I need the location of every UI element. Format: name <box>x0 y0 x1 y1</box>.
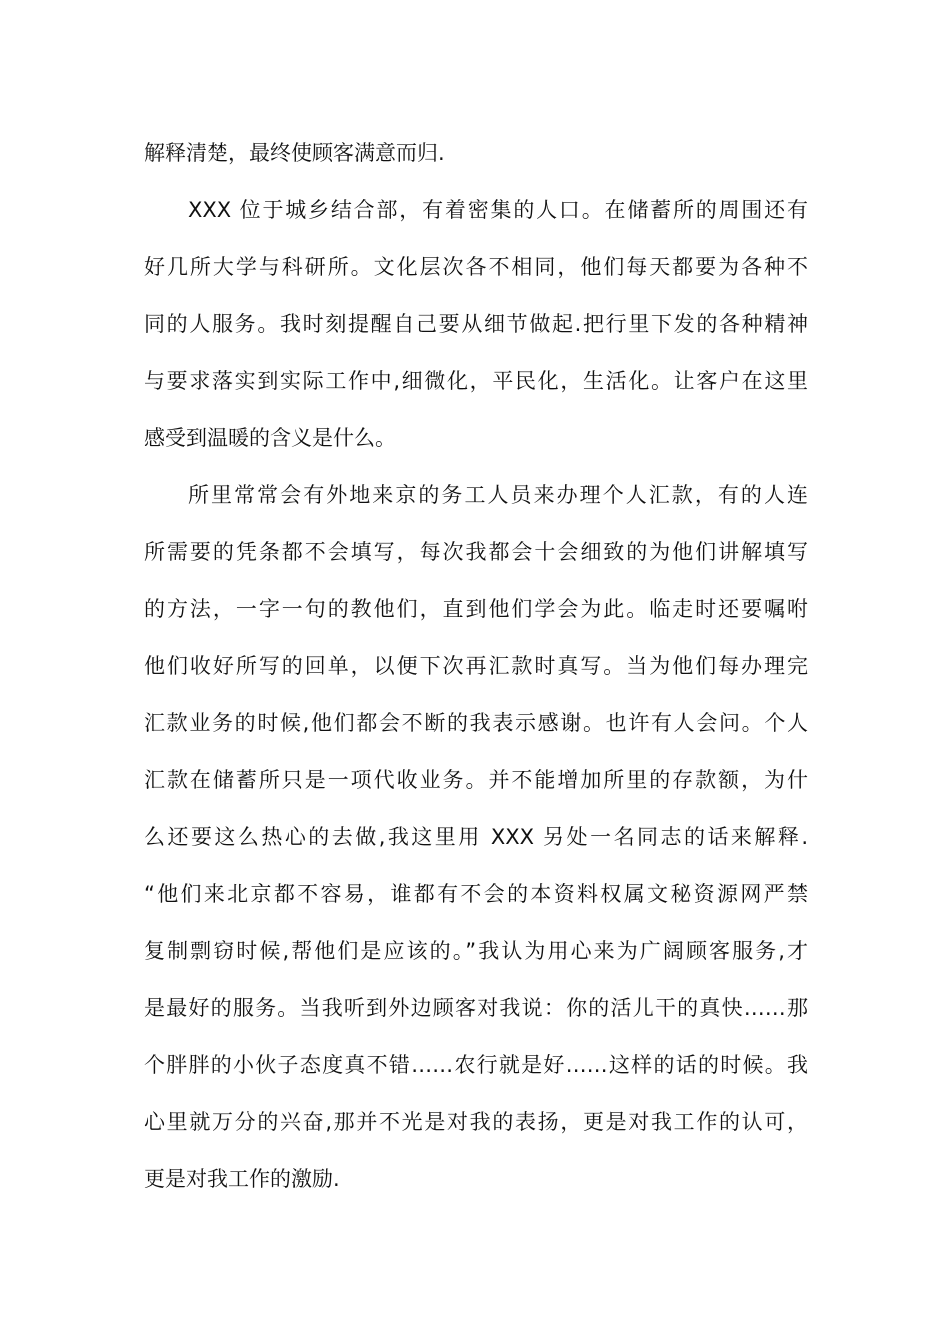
text-line: 所需要的凭条都不会填写，每次我都会十会细致的为他们讲解填写 <box>144 540 808 564</box>
text-line: 个胖胖的小伙子态度真不错……农行就是好……这样的话的时候。我 <box>144 1053 808 1077</box>
text-line: 汇款在储蓄所只是一项代收业务。并不能增加所里的存款额，为什 <box>144 768 808 792</box>
text-line: 与要求落实到实际工作中,细微化，平民化，生活化。让客户在这里 <box>144 369 808 393</box>
text-line: 感受到温暖的含义是什么。 <box>144 426 396 450</box>
text-line: 解释清楚，最终使顾客满意而归. <box>144 141 445 165</box>
text-line: XXX 位于城乡结合部，有着密集的人口。在储蓄所的周围还有 <box>188 198 808 222</box>
text-line: 么还要这么热心的去做,我这里用 XXX 另处一名同志的话来解释. <box>144 825 808 849</box>
text-line: 同的人服务。我时刻提醒自己要从细节做起.把行里下发的各种精神 <box>144 312 808 336</box>
document-body <box>144 125 808 1208</box>
text-line: 所里常常会有外地来京的务工人员来办理个人汇款，有的人连 <box>188 483 808 507</box>
text-line: 好几所大学与科研所。文化层次各不相同，他们每天都要为各种不 <box>144 255 808 279</box>
text-line: 的方法，一字一句的教他们，直到他们学会为此。临走时还要嘱咐 <box>144 597 808 621</box>
text-line: 他们收好所写的回单，以便下次再汇款时真写。当为他们每办理完 <box>144 654 808 678</box>
text-line: 更是对我工作的激励. <box>144 1167 340 1191</box>
text-line: 是最好的服务。当我听到外边顾客对我说：你的活儿干的真快……那 <box>144 996 808 1020</box>
text-line: 心里就万分的兴奋,那并不光是对我的表扬，更是对我工作的认可， <box>144 1110 808 1134</box>
text-line: “他们来北京都不容易，谁都有不会的本资料权属文秘资源网严禁 <box>144 882 808 906</box>
text-line: 汇款业务的时候,他们都会不断的我表示感谢。也许有人会问。个人 <box>144 711 808 735</box>
text-line: 复制剽窃时候,帮他们是应该的。”我认为用心来为广阔顾客服务,才 <box>144 939 808 963</box>
